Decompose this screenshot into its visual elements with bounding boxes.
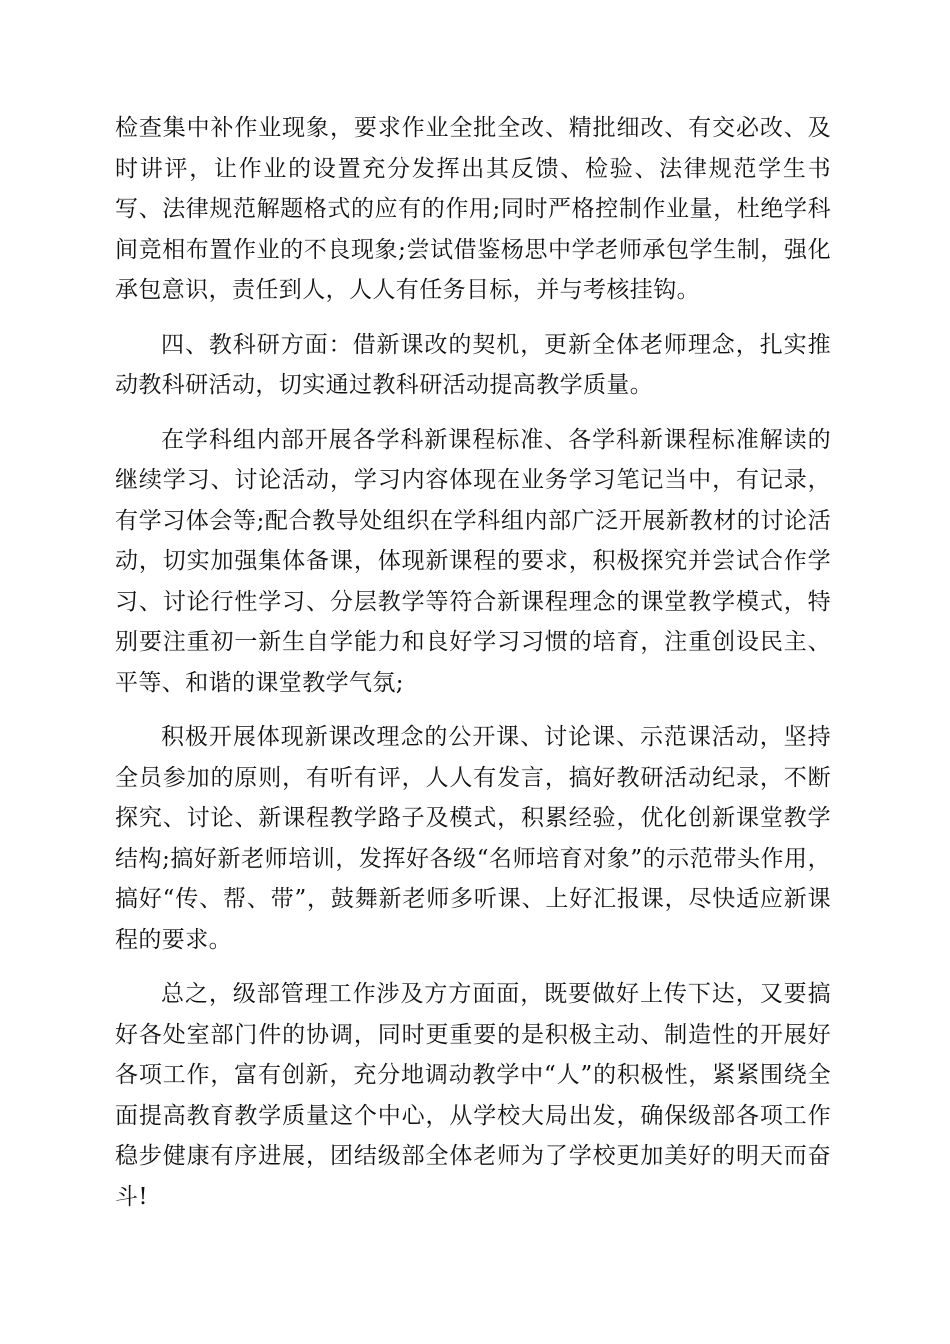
paragraph-section-four: 四、教科研方面：借新课改的契机，更新全体老师理念，扎实推动教科研活动，切实通过教科研活动提高教学质量。	[115, 331, 831, 398]
document-body	[115, 108, 831, 1231]
paragraph-conclusion: 总之，级部管理工作涉及方方面面，既要做好上传下达，又要搞好各处室部门件的协调，同时更重要的是积极主动、制造性的开展好各项工作，富有创新，充分地调动教学中“人”的积极性，紧紧围绕全面提高教育教学质量这个中心，从学校大局出发，确保级部各项工作稳步健康有序进展，团结级部全体老师为了学校更加美好的明天而奋斗!	[115, 981, 831, 1210]
paragraph-continuation: 检查集中补作业现象，要求作业全批全改、精批细改、有交必改、及时讲评，让作业的设置充分发挥出其反馈、检验、法律规范学生书写、法律规范解题格式的应有的作用;同时严格控制作业量，杜绝学科间竞相布置作业的不良现象;尝试借鉴杨思中学老师承包学生制，强化承包意识，责任到人，人人有任务目标，并与考核挂钩。	[115, 115, 831, 303]
paragraph-curriculum-study: 在学科组内部开展各学科新课程标准、各学科新课程标准解读的继续学习、讨论活动，学习内容体现在业务学习笔记当中，有记录，有学习体会等;配合教导处组织在学科组内部广泛开展新教材的讨论活动，切实加强集体备课，体现新课程的要求，积极探究并尝试合作学习、讨论行性学习、分层教学等符合新课程理念的课堂教学模式，特别要注重初一新生自学能力和良好学习习惯的培育，注重创设民主、平等、和谐的课堂教学气氛;	[115, 426, 831, 696]
paragraph-open-classes: 积极开展体现新课改理念的公开课、讨论课、示范课活动，坚持全员参加的原则，有听有评，人人有发言，搞好教研活动纪录，不断探究、讨论、新课程教学路子及模式，积累经验，优化创新课堂教学结构;搞好新老师培训，发挥好各级“名师培育对象”的示范带头作用，搞好“传、帮、带”，鼓舞新老师多听课、上好汇报课，尽快适应新课程的要求。	[115, 724, 831, 953]
